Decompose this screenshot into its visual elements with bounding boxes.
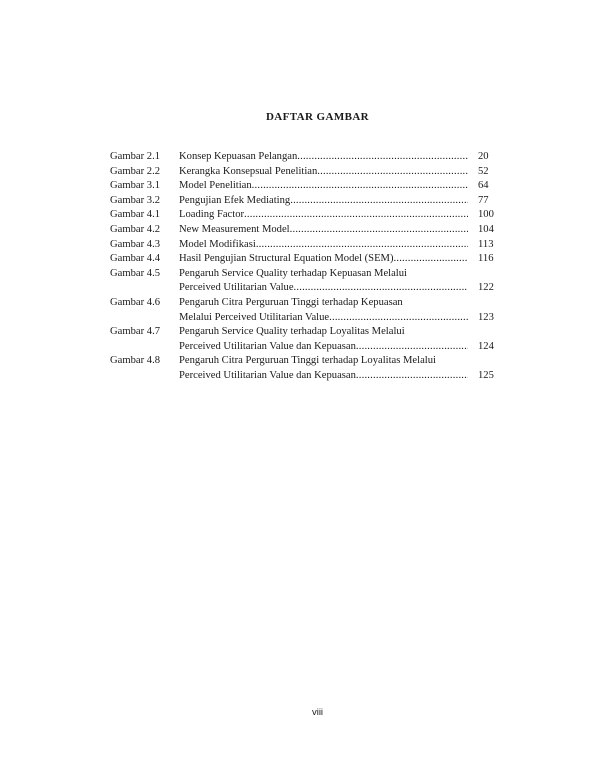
- figure-entry: [110, 208, 500, 223]
- page-ref: 122: [478, 282, 494, 294]
- figure-number: Gambar 4.7: [110, 326, 161, 338]
- figure-caption: [179, 179, 500, 194]
- dot-leader: [244, 208, 468, 223]
- figure-number: Gambar 4.8: [110, 355, 161, 367]
- figure-entry: [110, 325, 500, 354]
- figure-caption: [179, 208, 500, 223]
- dot-leader: [317, 165, 468, 180]
- figure-number: Gambar 4.1: [110, 209, 161, 221]
- page-title: DAFTAR GAMBAR: [265, 111, 370, 123]
- figure-entry: [110, 194, 500, 209]
- figure-caption: [179, 267, 500, 296]
- figure-number: Gambar 3.2: [110, 194, 161, 206]
- figure-caption: [179, 223, 500, 238]
- dot-leader: [256, 238, 468, 253]
- figure-entry: [110, 267, 500, 296]
- dot-leader: [290, 194, 468, 209]
- figure-entry: [110, 354, 500, 383]
- figure-caption-line: Pengujian Efek Mediating: [179, 194, 291, 206]
- page-ref: 20: [478, 151, 489, 162]
- figure-entry: [110, 252, 500, 267]
- figure-caption-line: Pengaruh Citra Perguruan Tinggi terhadap Kepuasan: [179, 296, 403, 308]
- figure-caption-line: Model Modifikasi: [179, 238, 256, 250]
- page-ref: 123: [478, 311, 494, 323]
- dot-leader: [356, 340, 468, 355]
- figure-caption-line: Perceived Utilitarian Value dan Kepuasan: [179, 369, 356, 381]
- page-number: viii: [311, 707, 324, 718]
- figure-caption: [179, 252, 500, 267]
- figure-entry: [110, 165, 500, 180]
- figure-caption-line: Hasil Pengujian Structural Equation Model (SEM): [179, 253, 394, 265]
- figure-entry: [110, 150, 500, 165]
- page-ref: 77: [478, 194, 489, 206]
- figure-caption: [179, 238, 500, 253]
- figure-caption-line: New Measurement Model: [179, 223, 290, 235]
- page-ref: 104: [478, 223, 494, 235]
- figure-number: Gambar 4.2: [110, 223, 161, 235]
- figure-caption: [179, 165, 500, 180]
- figure-caption: [179, 354, 500, 383]
- figure-caption-line: Konsep Kepuasan Pelangan: [179, 151, 298, 162]
- dot-leader: [290, 223, 468, 238]
- figure-caption-line: Pengaruh Citra Perguruan Tinggi terhadap Loyalitas Melalui: [179, 355, 436, 367]
- figure-caption-line: Perceived Utilitarian Value dan Kepuasan: [179, 340, 356, 352]
- page-ref: 52: [478, 165, 489, 177]
- figure-caption-line: Loading Factor: [179, 209, 245, 221]
- figure-caption: [179, 194, 500, 209]
- figure-number: Gambar 4.4: [110, 253, 161, 265]
- figure-caption-line: Melalui Perceived Utilitarian Value: [179, 311, 330, 323]
- figure-number: Gambar 4.3: [110, 238, 161, 250]
- figure-caption-line: Pengaruh Service Quality terhadap Loyalitas Melalui: [179, 326, 405, 338]
- page-ref: 64: [478, 180, 489, 192]
- page-ref: 113: [478, 238, 494, 250]
- figure-caption-line: Kerangka Konsepsual Penelitian: [179, 165, 318, 177]
- page-ref: 125: [478, 369, 494, 381]
- figure-number: Gambar 4.5: [110, 267, 161, 279]
- dot-leader: [356, 369, 468, 384]
- figure-entry: [110, 296, 500, 325]
- figure-caption-line: Model Penelitian: [179, 180, 252, 192]
- figure-number: Gambar 3.1: [110, 180, 161, 192]
- figure-caption: [179, 325, 500, 354]
- figure-caption: [179, 150, 500, 165]
- figure-number: Gambar 4.6: [110, 296, 161, 308]
- dot-leader: [252, 179, 468, 194]
- figure-caption-line: Perceived Utilitarian Value: [179, 282, 294, 294]
- figure-caption: [179, 296, 500, 325]
- figure-number: Gambar 2.1: [110, 151, 161, 162]
- figure-entry: [110, 179, 500, 194]
- figure-caption-line: Pengaruh Service Quality terhadap Kepuasan Melalui: [179, 267, 407, 279]
- page-ref: 124: [478, 340, 494, 352]
- dot-leader: [394, 252, 469, 267]
- figure-number: Gambar 2.2: [110, 165, 161, 177]
- page-ref: 116: [478, 253, 494, 265]
- dot-leader: [297, 150, 468, 165]
- figure-entry: [110, 238, 500, 253]
- page-ref: 100: [478, 209, 494, 221]
- dot-leader: [294, 281, 468, 296]
- figure-list: [110, 150, 500, 384]
- figure-entry: [110, 223, 500, 238]
- dot-leader: [329, 311, 468, 326]
